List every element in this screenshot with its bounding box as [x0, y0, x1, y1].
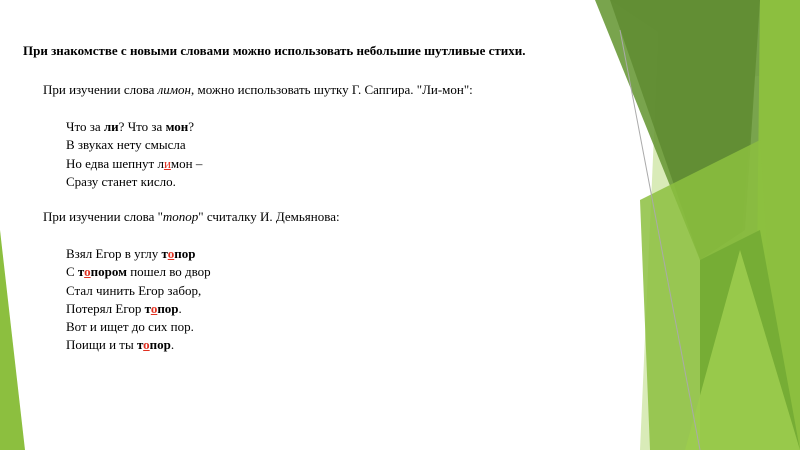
word-topor — [137, 337, 171, 352]
slide-heading: При знакомстве с новыми словами можно использовать небольшие шутливые стихи. — [23, 43, 526, 58]
poem-axe — [66, 245, 211, 355]
highlighted-letter: о — [150, 300, 158, 316]
intro-lemon — [43, 82, 473, 98]
word-topor — [145, 301, 179, 316]
highlighted-letter: о — [84, 264, 91, 280]
poem-line — [66, 118, 202, 136]
poem-line: Сразу станет кисло. — [66, 173, 176, 189]
word-topor — [162, 246, 196, 261]
word-topor — [78, 264, 127, 279]
poem-bold: т — [144, 300, 151, 316]
intro-text: При изучении слова — [43, 82, 158, 97]
highlighted-letter: о — [167, 246, 175, 261]
intro-text: " считалку И. Демьянова: — [198, 209, 340, 224]
poem-bold: пором — [90, 264, 127, 280]
poem-text: Поищи и ты — [66, 337, 137, 353]
poem-text: С — [66, 264, 78, 280]
poem-text: . — [178, 300, 182, 316]
poem-line — [66, 155, 202, 173]
poem-text: ? — [188, 119, 195, 134]
poem-bold: пор — [157, 300, 179, 316]
poem-text: Но едва шепнут л — [66, 155, 164, 171]
poem-bold: пор — [174, 246, 196, 261]
poem-text: ? Что за — [118, 119, 166, 134]
intro-text: , можно использовать шутку Г. Сапгира. "Ли-мон": — [191, 82, 473, 97]
poem-line — [66, 263, 211, 281]
highlighted-letter: о — [143, 337, 150, 353]
poem-text: Что за — [66, 119, 104, 134]
poem-line: Вот и ищет до сих пор. — [66, 319, 194, 335]
poem-text: мон – — [170, 155, 203, 171]
poem-text: пошел во двор — [126, 264, 211, 280]
poem-line: В звуках нету смысла — [66, 137, 186, 153]
poem-bold: т — [161, 246, 168, 261]
intro-axe — [43, 209, 340, 225]
poem-bold: ли — [103, 119, 119, 134]
poem-text: Взял Егор в углу — [66, 246, 162, 261]
poem-bold: т — [77, 264, 85, 280]
poem-text: Потерял Егор — [66, 300, 145, 316]
poem-line — [66, 300, 211, 318]
poem-bold: мон — [165, 119, 189, 134]
poem-text: . — [170, 337, 175, 353]
poem-line: Стал чинить Егор забор, — [66, 282, 202, 298]
poem-bold: т — [136, 337, 144, 353]
poem-line — [66, 336, 211, 354]
highlighted-letter: и — [163, 155, 171, 171]
poem-line — [66, 245, 211, 263]
poem-lemon — [66, 118, 202, 191]
poem-bold: пор — [149, 337, 171, 353]
intro-word-axe: топор — [162, 209, 199, 224]
intro-word-lemon: лимон — [157, 82, 192, 97]
intro-text: При изучении слова " — [43, 209, 163, 224]
